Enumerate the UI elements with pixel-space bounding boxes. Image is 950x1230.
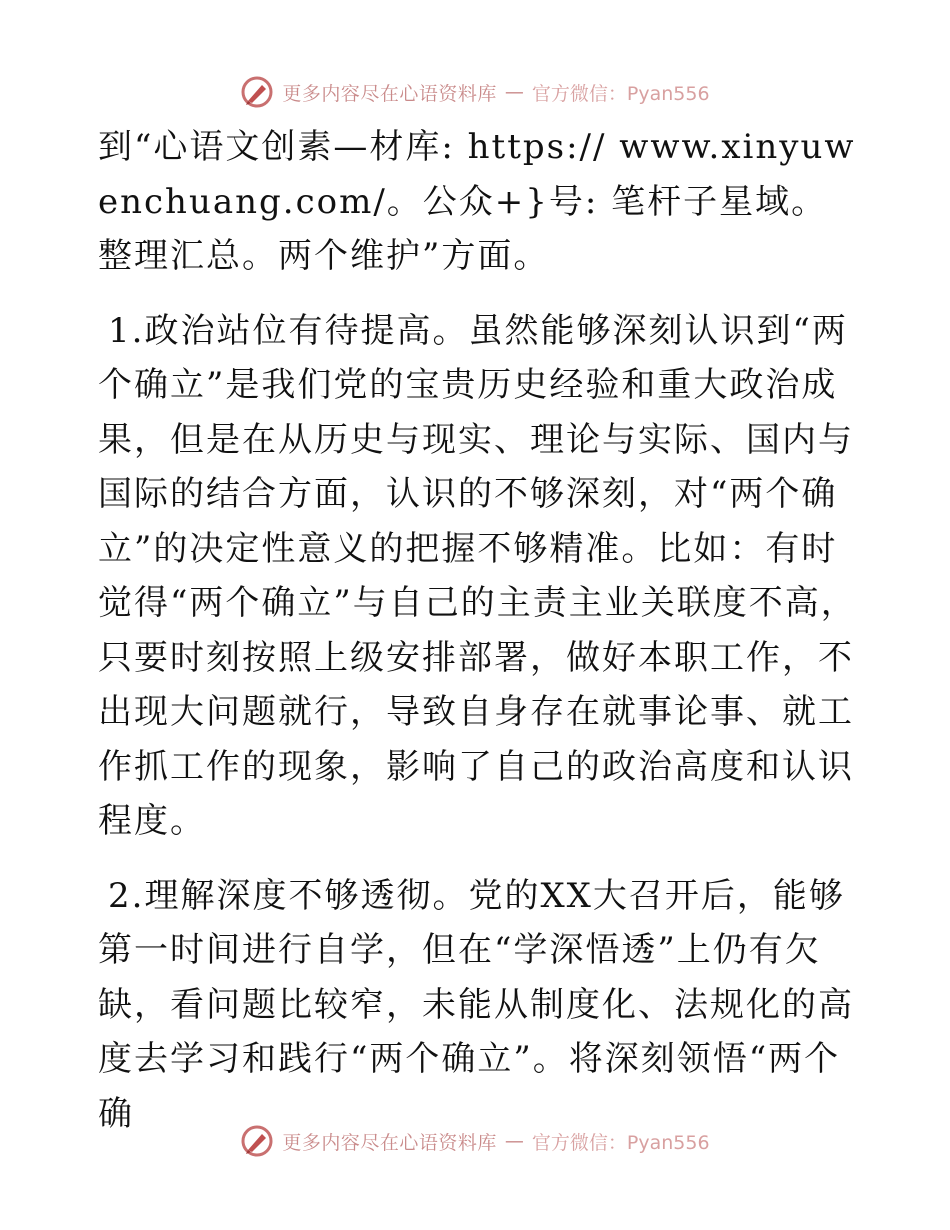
footer-watermark [0,1121,950,1161]
watermark-wechat: 官方微信：Pyan556 [531,1131,710,1154]
watermark-separator: — [504,81,524,103]
paragraph-point-1: 1.政治站位有待提高。虽然能够深刻认识到“两个确立”是我们党的宝贵历史经验和重大政治成果，但是在从历史与现实、理论与实际、国内与国际的结合方面，认识的不够深刻，对“两个确立”的决定性意义的把握不够精准。比如：有时觉得“两个确立”与自己的主责主业关联度不高，只要时刻按照上级安排部署，做好本职工作，不出现大问题就行，导致自身存在就事论事、就工作抓工作的现象，影响了自己的政治高度和认识程度。 [98,310,857,841]
pen-logo-icon [240,75,274,109]
paragraph-point-2: 2.理解深度不够透彻。党的XX大召开后，能够第一时间进行自学，但在“学深悟透”上仍有欠缺，看问题比较窄，未能从制度化、法规化的高度去学习和践行“两个确立”。将深刻领悟“两个确 [98,875,854,1134]
watermark-separator: — [504,1130,524,1152]
pen-logo-icon [240,1124,274,1158]
document-body [98,120,858,1141]
watermark-text: 更多内容尽在心语资料库 [282,82,497,105]
watermark-wechat: 官方微信：Pyan556 [531,82,710,105]
paragraph-intro: 到“心语文创素—材库: https:// www.xinyuwenchuang.com/。公众+}号: 笔杆子星域。整理汇总。两个维护”方面。 [98,127,856,276]
header-watermark [0,72,950,112]
watermark-text: 更多内容尽在心语资料库 [282,1131,497,1154]
